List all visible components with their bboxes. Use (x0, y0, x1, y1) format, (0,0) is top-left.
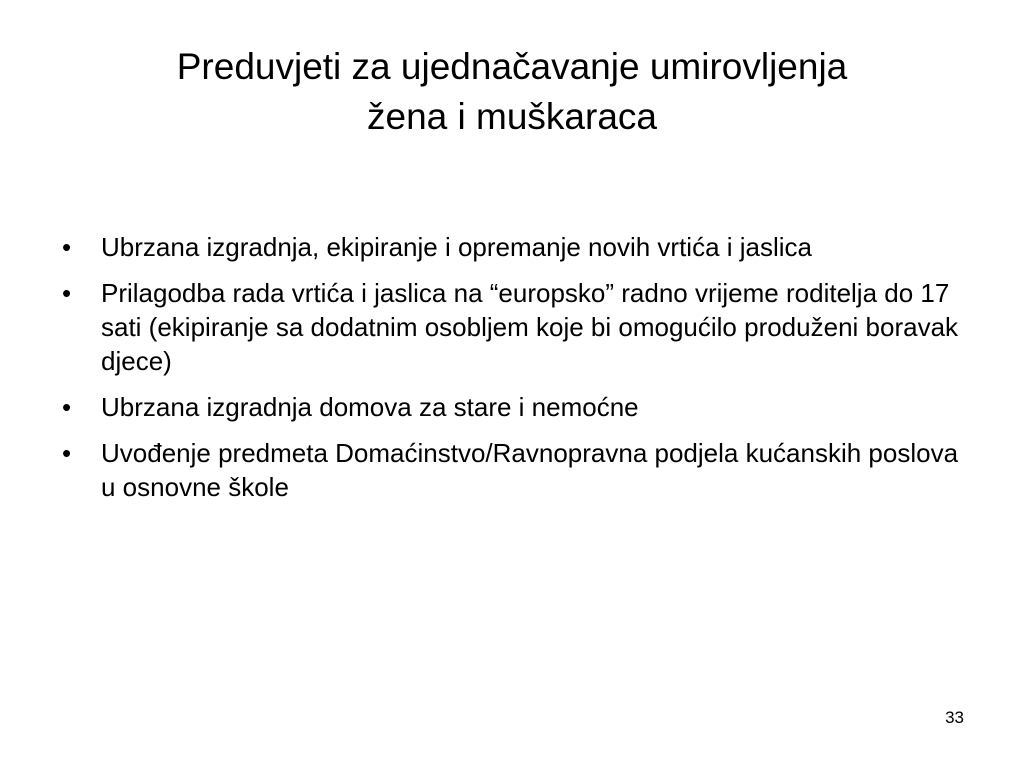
bullet-text: Ubrzana izgradnja domova za stare i nemoćne (101, 392, 639, 422)
slide-title-line-1: Preduvjeti za ujednačavanje umirovljenja (176, 46, 848, 87)
bullet-dot-icon: • (62, 438, 72, 468)
bullet-dot-icon: • (62, 232, 72, 262)
bullet-dot-icon: • (62, 278, 72, 308)
bullet-item (62, 436, 962, 504)
bullet-item (62, 390, 962, 424)
slide-title (60, 42, 964, 142)
bullet-list (62, 230, 962, 516)
slide-title-line-2: žena i muškaraca (367, 96, 657, 137)
bullet-item (62, 230, 962, 264)
bullet-text: Prilagodba rada vrtića i jaslica na “europsko” radno vrijeme roditelja do 17 sati (ekipiranje sa dodatnim osobljem koje bi omogućilo produženi boravak djece) (101, 278, 959, 376)
bullet-item (62, 276, 962, 378)
bullet-dot-icon: • (62, 392, 72, 422)
bullet-text: Uvođenje predmeta Domaćinstvo/Ravnopravna podjela kućanskih poslova u osnovne škole (101, 438, 959, 502)
page-number: 33 (945, 708, 964, 727)
bullet-text: Ubrzana izgradnja, ekipiranje i opremanje novih vrtića i jaslica (101, 232, 813, 262)
